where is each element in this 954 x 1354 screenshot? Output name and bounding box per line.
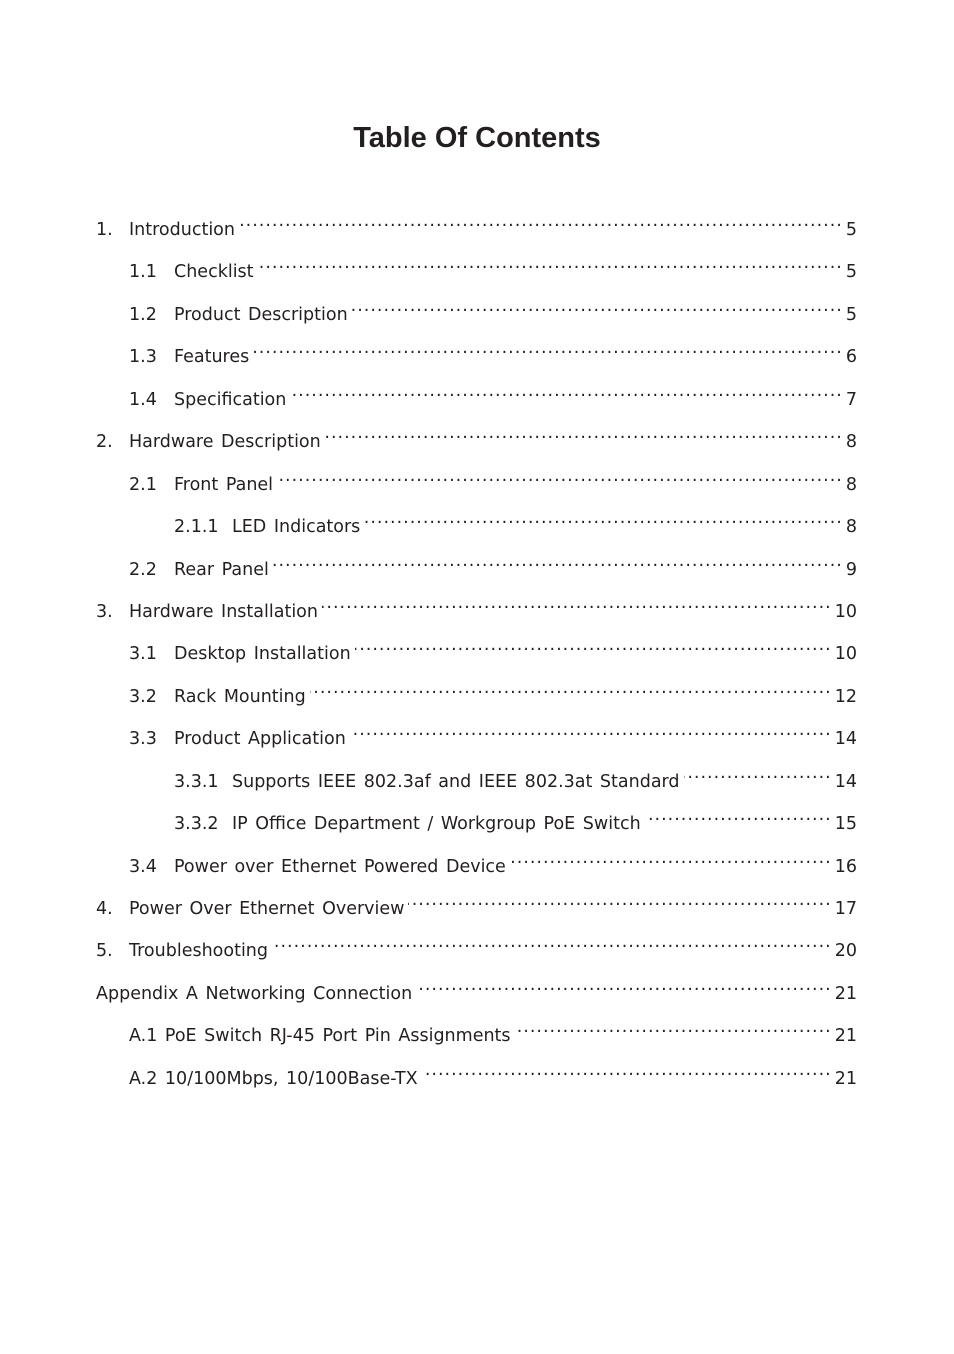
toc-entry-label: Rear Panel bbox=[174, 559, 269, 580]
toc-entry-number: 3.3 bbox=[129, 729, 157, 750]
dot-leader bbox=[416, 979, 832, 999]
table-of-contents bbox=[96, 215, 857, 1106]
dot-leader bbox=[239, 215, 843, 235]
toc-entry[interactable] bbox=[96, 512, 857, 554]
toc-entry[interactable] bbox=[96, 300, 857, 342]
dot-leader bbox=[422, 1064, 832, 1084]
toc-entry-label: IP Office Department / Workgroup PoE Switch bbox=[232, 814, 641, 835]
toc-entry[interactable] bbox=[96, 852, 857, 894]
toc-entry-page: 8 bbox=[845, 432, 857, 453]
toc-entry[interactable] bbox=[96, 809, 857, 851]
toc-entry-number: 3.1 bbox=[129, 644, 157, 665]
toc-entry-label: Product Description bbox=[174, 304, 348, 325]
toc-entry-page: 5 bbox=[845, 220, 857, 240]
toc-entry-label: Product Application bbox=[174, 729, 346, 750]
toc-entry-label: Power over Ethernet Powered Device bbox=[174, 856, 506, 877]
toc-entry[interactable] bbox=[96, 639, 857, 681]
page-title: Table Of Contents bbox=[353, 122, 601, 154]
toc-entry-number: 5. bbox=[96, 941, 113, 962]
dot-leader bbox=[290, 385, 843, 405]
toc-entry-page: 10 bbox=[834, 644, 857, 665]
dot-leader bbox=[310, 682, 832, 702]
toc-entry-page: 8 bbox=[845, 474, 857, 495]
toc-entry-label: Hardware Installation bbox=[129, 601, 318, 622]
toc-entry[interactable] bbox=[96, 767, 857, 809]
toc-entry-label: Desktop Installation bbox=[174, 644, 351, 665]
toc-entry[interactable] bbox=[96, 555, 857, 597]
dot-leader bbox=[684, 767, 832, 787]
toc-entry-label: Rack Mounting bbox=[174, 686, 306, 707]
dot-leader bbox=[322, 597, 832, 617]
toc-entry-label: A.2 10/100Mbps, 10/100Base-TX bbox=[129, 1068, 418, 1089]
toc-entry-label: LED Indicators bbox=[232, 517, 361, 538]
toc-entry-number: 1.4 bbox=[129, 389, 157, 410]
toc-entry-number: 3.3.2 bbox=[174, 814, 219, 835]
toc-entry-number: 4. bbox=[96, 899, 113, 919]
toc-entry-page: 7 bbox=[845, 389, 857, 410]
toc-entry-number: 2.1 bbox=[129, 474, 157, 495]
toc-entry-number: 2.2 bbox=[129, 559, 157, 580]
toc-entry-page: 5 bbox=[845, 304, 857, 325]
toc-entry-number: 2. bbox=[96, 432, 113, 453]
toc-entry-label: Power Over Ethernet Overview bbox=[129, 899, 405, 919]
toc-entry-label: Troubleshooting bbox=[129, 941, 269, 962]
toc-entry[interactable] bbox=[96, 936, 857, 978]
dot-leader bbox=[253, 342, 843, 362]
toc-entry-label: Hardware Description bbox=[129, 432, 321, 453]
toc-entry-page: 9 bbox=[845, 559, 857, 580]
dot-leader bbox=[355, 639, 832, 659]
dot-leader bbox=[364, 512, 843, 532]
toc-entry[interactable] bbox=[96, 1064, 857, 1106]
toc-entry[interactable] bbox=[96, 597, 857, 639]
toc-entry-number: 3.2 bbox=[129, 686, 157, 707]
toc-entry-page: 8 bbox=[845, 517, 857, 538]
dot-leader bbox=[350, 724, 832, 744]
toc-entry[interactable] bbox=[96, 257, 857, 299]
toc-entry-number: 1.2 bbox=[129, 304, 157, 325]
toc-entry[interactable] bbox=[96, 894, 857, 936]
toc-entry-page: 5 bbox=[845, 262, 857, 283]
toc-entry[interactable] bbox=[96, 724, 857, 766]
toc-entry-label: Appendix A Networking Connection bbox=[96, 983, 413, 1004]
toc-entry-page: 14 bbox=[834, 729, 857, 750]
toc-entry-label: Features bbox=[174, 347, 250, 368]
toc-entry-page: 10 bbox=[834, 601, 857, 622]
toc-entry-page: 20 bbox=[834, 941, 857, 962]
toc-entry-number: 1.1 bbox=[129, 262, 157, 283]
toc-entry-number: 2.1.1 bbox=[174, 517, 219, 538]
toc-entry[interactable] bbox=[96, 470, 857, 512]
toc-entry[interactable] bbox=[96, 682, 857, 724]
toc-entry-label: Specification bbox=[174, 389, 287, 410]
toc-entry-label: Front Panel bbox=[174, 474, 274, 495]
dot-leader bbox=[273, 555, 843, 575]
toc-entry[interactable] bbox=[96, 215, 857, 257]
toc-entry-number: 3. bbox=[96, 601, 113, 622]
toc-entry-number: 1. bbox=[96, 220, 113, 240]
toc-entry-label: Introduction bbox=[129, 220, 235, 240]
toc-entry-number: 3.3.1 bbox=[174, 771, 219, 792]
dot-leader bbox=[645, 809, 832, 829]
toc-entry-page: 16 bbox=[834, 856, 857, 877]
toc-entry-page: 14 bbox=[834, 771, 857, 792]
toc-entry[interactable] bbox=[96, 979, 857, 1021]
toc-entry[interactable] bbox=[96, 342, 857, 384]
toc-entry-number: 3.4 bbox=[129, 856, 157, 877]
toc-entry-page: 12 bbox=[834, 686, 857, 707]
toc-entry-page: 21 bbox=[834, 1068, 857, 1089]
toc-entry-number: 1.3 bbox=[129, 347, 157, 368]
dot-leader bbox=[277, 470, 843, 490]
toc-entry[interactable] bbox=[96, 385, 857, 427]
toc-entry-page: 15 bbox=[834, 814, 857, 835]
dot-leader bbox=[325, 427, 843, 447]
toc-entry-label: Supports IEEE 802.3af and IEEE 802.3at Standard bbox=[232, 771, 680, 792]
toc-entry-page: 21 bbox=[834, 983, 857, 1004]
toc-entry-page: 6 bbox=[845, 347, 857, 368]
dot-leader bbox=[408, 894, 831, 914]
dot-leader bbox=[258, 257, 843, 277]
toc-entry-page: 17 bbox=[834, 899, 857, 919]
dot-leader bbox=[515, 1021, 832, 1041]
toc-entry-page: 21 bbox=[834, 1026, 857, 1047]
dot-leader bbox=[272, 936, 832, 956]
toc-entry-label: Checklist bbox=[174, 262, 254, 283]
dot-leader bbox=[510, 852, 832, 872]
toc-entry[interactable] bbox=[96, 427, 857, 469]
toc-entry[interactable] bbox=[96, 1021, 857, 1063]
dot-leader bbox=[352, 300, 843, 320]
toc-entry-label: A.1 PoE Switch RJ-45 Port Pin Assignments bbox=[129, 1026, 511, 1047]
